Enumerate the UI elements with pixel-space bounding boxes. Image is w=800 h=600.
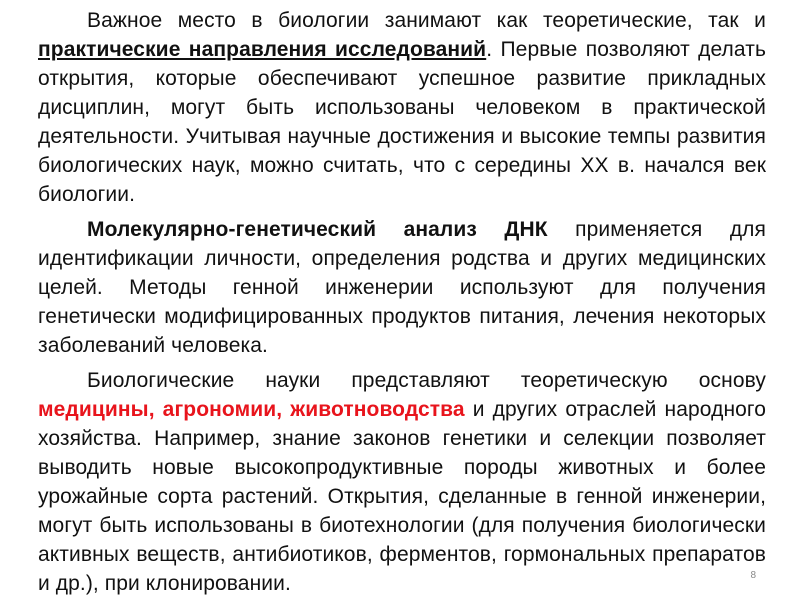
- paragraph-text: . Первые позволяют делать открытия, которые обеспечивают успешное развитие прикладных дисциплин, могут быть использованы человеком в практической деятельности. Учитывая научные достижения и высокие темпы развития биологических наук, можно считать, что с середины XX в. начался век биологии.: [38, 38, 766, 206]
- paragraph-text: Важное место в биологии занимают как теоретические, так и: [87, 9, 766, 32]
- emphasis-dna-analysis: Молекулярно-генетический анализ ДНК: [87, 218, 548, 241]
- paragraph-text: Биологические науки представляют теоретическую основу: [87, 369, 766, 392]
- document-body: [38, 0, 766, 600]
- page-number: 8: [750, 570, 756, 581]
- emphasis-practical-research: практические направления исследований: [38, 38, 487, 61]
- paragraph-text: и других отраслей народного хозяйства. Например, знание законов генетики и селекции позволяет выводить новые высокопродуктивные породы животных и более урожайные сорта растений. Открытия, сделанные в генной инженерии, могут быть использованы в биотехнологии (для получения биологически активных веществ, антибиотиков, ферментов, гормональных препаратов и др.), при клонировании.: [38, 398, 766, 595]
- paragraph-applied-sciences: [38, 366, 766, 598]
- paragraph-dna-analysis: [38, 215, 766, 360]
- paragraph-text: применяется для идентификации личности, определения родства и других медицинских целей. Методы генной инженерии используют для получения генетически модифицированных продуктов питания, лечения некоторых заболеваний человека.: [38, 218, 766, 357]
- emphasis-applied-fields: медицины, агрономии, животноводства: [38, 398, 465, 421]
- paragraph-theory-practice: [38, 0, 766, 209]
